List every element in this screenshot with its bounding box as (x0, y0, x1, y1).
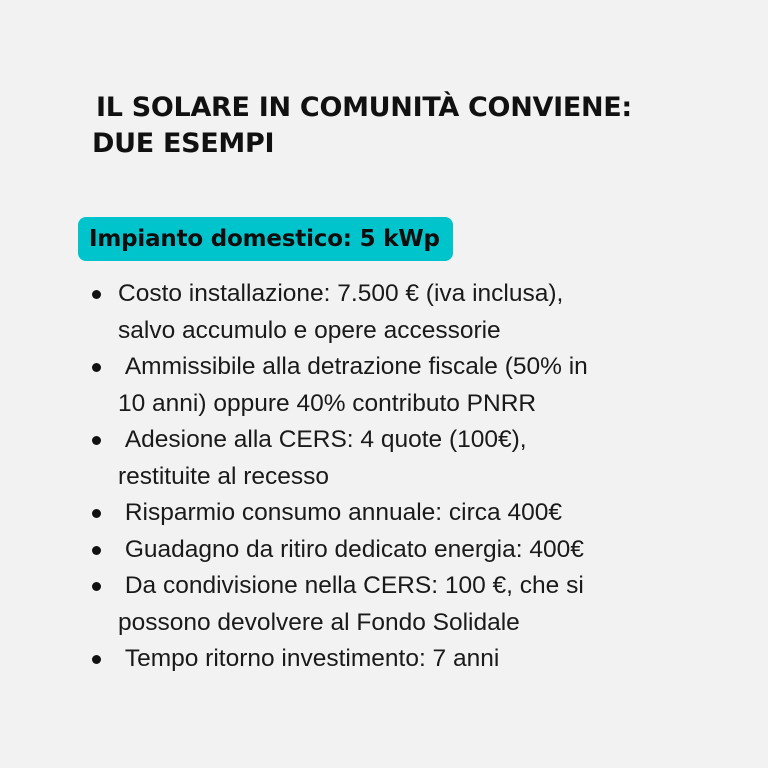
list-item (92, 422, 712, 495)
list-item (92, 495, 712, 532)
list-item-text: Costo installazione: 7.500 € (iva inclusa), salvo accumulo e opere accessorie (118, 280, 564, 344)
page-title-line-2: DUE ESEMPI (92, 128, 275, 159)
list-item-text: Guadagno da ritiro dedicato energia: 400€ (118, 535, 584, 563)
list-item (92, 276, 712, 349)
section-badge: Impianto domestico: 5 kWp (78, 217, 453, 261)
bullet-icon (92, 290, 101, 299)
list-item-text: Ammissibile alla detrazione fiscale (50% in 10 anni) oppure 40% contributo PNRR (118, 353, 588, 417)
page-title (92, 90, 632, 162)
bullet-icon (92, 509, 101, 518)
list-item (92, 532, 712, 569)
list-item (92, 349, 712, 422)
list-item-text: Tempo ritorno investimento: 7 anni (118, 645, 500, 672)
bullet-icon (92, 582, 101, 591)
bullet-icon (92, 546, 101, 555)
bullet-icon (92, 436, 101, 445)
list-item-text: Adesione alla CERS: 4 quote (100€), restituite al recesso (118, 426, 527, 490)
benefits-list (92, 276, 712, 678)
page-title-line-1: IL SOLARE IN COMUNITÀ CONVIENE: (96, 92, 632, 123)
list-item (92, 568, 712, 641)
list-item-text: Da condivisione nella CERS: 100 €, che si possono devolvere al Fondo Solidale (118, 572, 584, 636)
bullet-icon (92, 363, 101, 372)
list-item-text: Risparmio consumo annuale: circa 400€ (118, 499, 562, 526)
list-item (92, 641, 712, 678)
bullet-icon (92, 655, 101, 664)
